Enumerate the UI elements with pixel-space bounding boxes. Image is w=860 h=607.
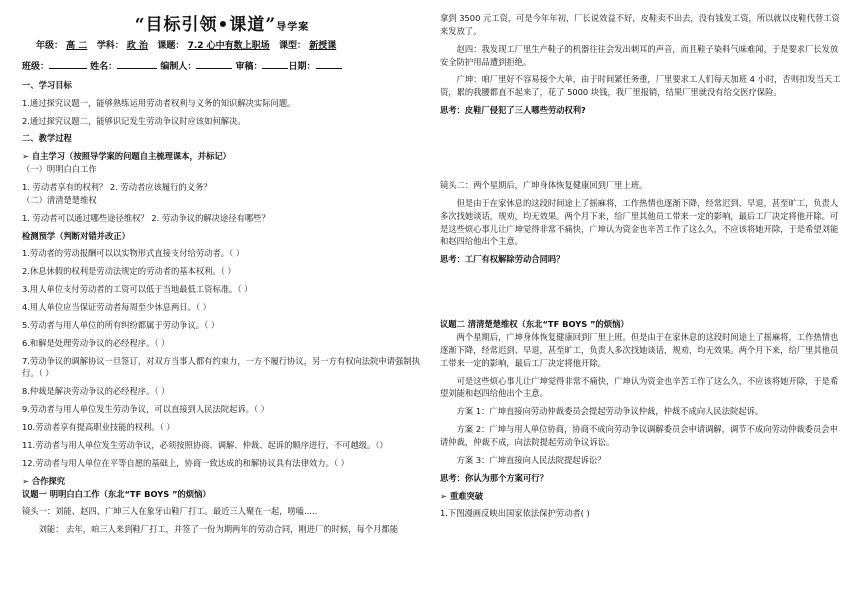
liu-neng-cont: 拿到 3500 元工资，可是今年年初，厂长说效益不好，皮鞋卖不出去，没有钱发工资，所以就以皮鞋代替工资来发放了。 (440, 13, 840, 36)
judge-item: 12.劳动者与用人单位在平等自愿的基础上，协商一致达成的和解协议具有法律效力。（ ） (22, 457, 349, 468)
goal-2: 2.通过探究议题二，能够识记发生劳动争议时应该如何解决。 (22, 115, 246, 126)
judge-item: 8.仲裁是解决劳动争议的必经程序。（ ） (22, 386, 170, 397)
think-1: 思考：皮鞋厂侵犯了三人哪些劳动权利? (440, 105, 586, 116)
part-1-heading: （一）明明白白工作 (22, 164, 97, 175)
title-suffix: 导学案 (276, 22, 310, 33)
part-2-questions: 1. 劳动者可以通过哪些途径维权？ 2. 劳动争议的解决途径有哪些？ (22, 212, 270, 223)
judge-item: 7.劳动争议的调解协议一旦签订，对双方当事人都有约束力，一方不履行协议，另一方有权向法院申请强制执行。（ ） (22, 355, 420, 379)
name-blank[interactable] (117, 59, 157, 69)
section-teaching-process: 二、教学过程 (22, 133, 72, 144)
subject-value: 政 治 (126, 41, 148, 51)
judge-item: 1.劳动者的劳动报酬可以以实物形式直接支付给劳动者。（ ） (22, 248, 245, 259)
guang-kun-line: 广坤：咱厂里好不容易接个大单，由于时间紧任务重，厂里要求工人们每天加班 4 小时，否则扣发当天工资，累的我腰都直不起来了，花了 5000 块钱，我厂里报销，结果厂里就没有给交医疗保险。 (440, 74, 841, 98)
coop-heading: ➢ 合作探究 (22, 475, 66, 486)
zhao-si-line: 赵四：我发现工厂里生产鞋子的机器往往会发出刺耳的声音，而且鞋子染料气味难闻，于是要求厂长发放安全防护用品遭到拒绝。 (440, 43, 839, 67)
shot-2: 镜头二：两个星期后，广坤身体恢复健康回到厂里上班。 (440, 180, 648, 191)
plan-2: 方案 2：广坤与用人单位协商，协商不成向劳动争议调解委员会申请调解，调节不成向劳动仲裁委员会申请仲裁，仲裁不成，向法院提起劳动争议诉讼。 (440, 424, 838, 448)
liu-neng-line: 刘能： 去年，咱三人来到鞋厂打工，并签了一份为期两年的劳动合同，刚进厂的时候，每个月都能 (38, 524, 399, 535)
title-main: “目标引领•课道” (134, 15, 277, 35)
meta-row-2 (22, 59, 422, 75)
topic-1-heading: 议题一 明明白白工作（东北“TF BOYS ”的烦恼） (22, 488, 211, 499)
check-heading: 检测预学（判断对错并改正） (22, 230, 130, 241)
plan-3: 方案 3：广坤直接向人民法院提起诉讼？ (456, 454, 606, 465)
review-blank[interactable] (262, 59, 288, 69)
judge-item: 6.和解是处理劳动争议的必经程序。（ ） (22, 337, 170, 348)
judge-item: 4.用人单位应当保证劳动者每周至少休息两日。（ ） (22, 302, 211, 313)
part-1-questions: 1. 劳动者享有的权利？ 2. 劳动者应该履行的义务？ (22, 182, 212, 193)
editor-label: 编制人： (160, 61, 197, 72)
judge-item: 5.劳动者与用人单位的所有纠纷都属于劳动争议。（ ） (22, 319, 220, 330)
shot-2-body: 但是由于在家休息的这段时间途上了摇麻将，工作热情也逐渐下降，经常迟到、早退，甚至旷工，负责人多次找她谈话，规劝，均无效果。两个月下来，给厂里其他员工带来一定的影响，最后工厂决定将他开除。可是这些烦心事儿让广坤觉得非常不痛快，广坤认为资金也辛苦工作了这么久，不应该将她开除，于是希望刘能和赵四给他出个主意。 (440, 197, 839, 247)
subject-label: 学科： (96, 41, 124, 51)
section-learning-goals: 一、学习目标 (22, 79, 72, 90)
answer-space-1[interactable] (440, 117, 844, 179)
topic-label: 课题： (157, 41, 185, 51)
key-heading: ➢ 重难突破 (440, 490, 484, 501)
review-label: 审稿： (235, 61, 263, 72)
page-title (22, 14, 422, 36)
topic-value: 7.2 心中有数上职场 (187, 41, 270, 51)
goal-1: 1.通过探究议题一，能够熟练运用劳动者权利与义务的知识解决实际问题。 (22, 97, 296, 108)
think-2: 思考：工厂有权解除劳动合同吗？ (440, 254, 565, 265)
meta-row-1 (36, 40, 422, 54)
grade-value: 高 二 (66, 41, 88, 51)
type-value: 新授课 (309, 41, 337, 51)
key-question-1: 1.下图漫画反映出国家依法保护劳动者( ) (440, 508, 590, 519)
judge-item: 9.劳动者与用人单位发生劳动争议，可以直接到人民法院起诉。（ ） (22, 404, 270, 415)
date-label: 日期： (288, 61, 316, 72)
type-label: 课型： (279, 41, 307, 51)
plan-1: 方案 1：广坤直接向劳动仲裁委员会提起劳动争议仲裁，仲裁不成向人民法院起诉。 (456, 406, 764, 417)
shot-1: 镜头一：刘能、赵四、广坤三人在象牙山鞋厂打工。最近三人聚在一起，唠嗑..... (22, 506, 318, 517)
answer-space-2[interactable] (440, 266, 844, 318)
grade-label: 年级： (36, 41, 64, 51)
judge-item: 3.用人单位支付劳动者的工资可以低于当地最低工资标准。（ ） (22, 284, 253, 295)
judge-item: 11.劳动者与用人单位发生劳动争议，必须按照协商、调解、仲裁、起诉的顺序进行，不可越级。（） (22, 439, 388, 450)
topic-2-para-2: 可是这些烦心事儿让广坤觉得非常不痛快，广坤认为资金也辛苦工作了这么久，不应该将她开除，于是希望刘能和赵四给他出个主意。 (440, 375, 839, 399)
think-3: 思考：你认为那个方案可行？ (440, 472, 548, 483)
self-study-heading: ➢ 自主学习（按照导学案的问题自主梳理课本，并标记） (22, 151, 231, 162)
right-column (440, 12, 844, 520)
topic-2-heading: 议题二 清清楚楚维权（东北“TF BOYS ”的烦恼） (440, 319, 629, 330)
class-label: 班级： (22, 61, 50, 72)
date-blank[interactable] (316, 59, 342, 69)
class-blank[interactable] (49, 59, 87, 69)
judge-item: 10.劳动者享有提高职业技能的权利。（ ） (22, 422, 175, 433)
editor-blank[interactable] (196, 59, 232, 69)
judge-item: 2.休息休假的权利是劳动法规定的劳动者的基本权利。（ ） (22, 266, 236, 277)
name-label: 姓名： (90, 61, 118, 72)
part-2-heading: （二）清清楚楚维权 (22, 194, 97, 205)
left-column (22, 0, 422, 536)
topic-2-para-1: 两个星期后，广坤身体恢复健康回到厂里上班。但是由于在家休息的这段时间途上了摇麻将，工作热情也逐渐下降，经常迟到、早退，甚至旷工，负责人多次找她谈话，规劝，均无效果。两个月下来，给厂里其他员工带来一定的影响，最后工厂决定将他开除。 (440, 332, 839, 368)
